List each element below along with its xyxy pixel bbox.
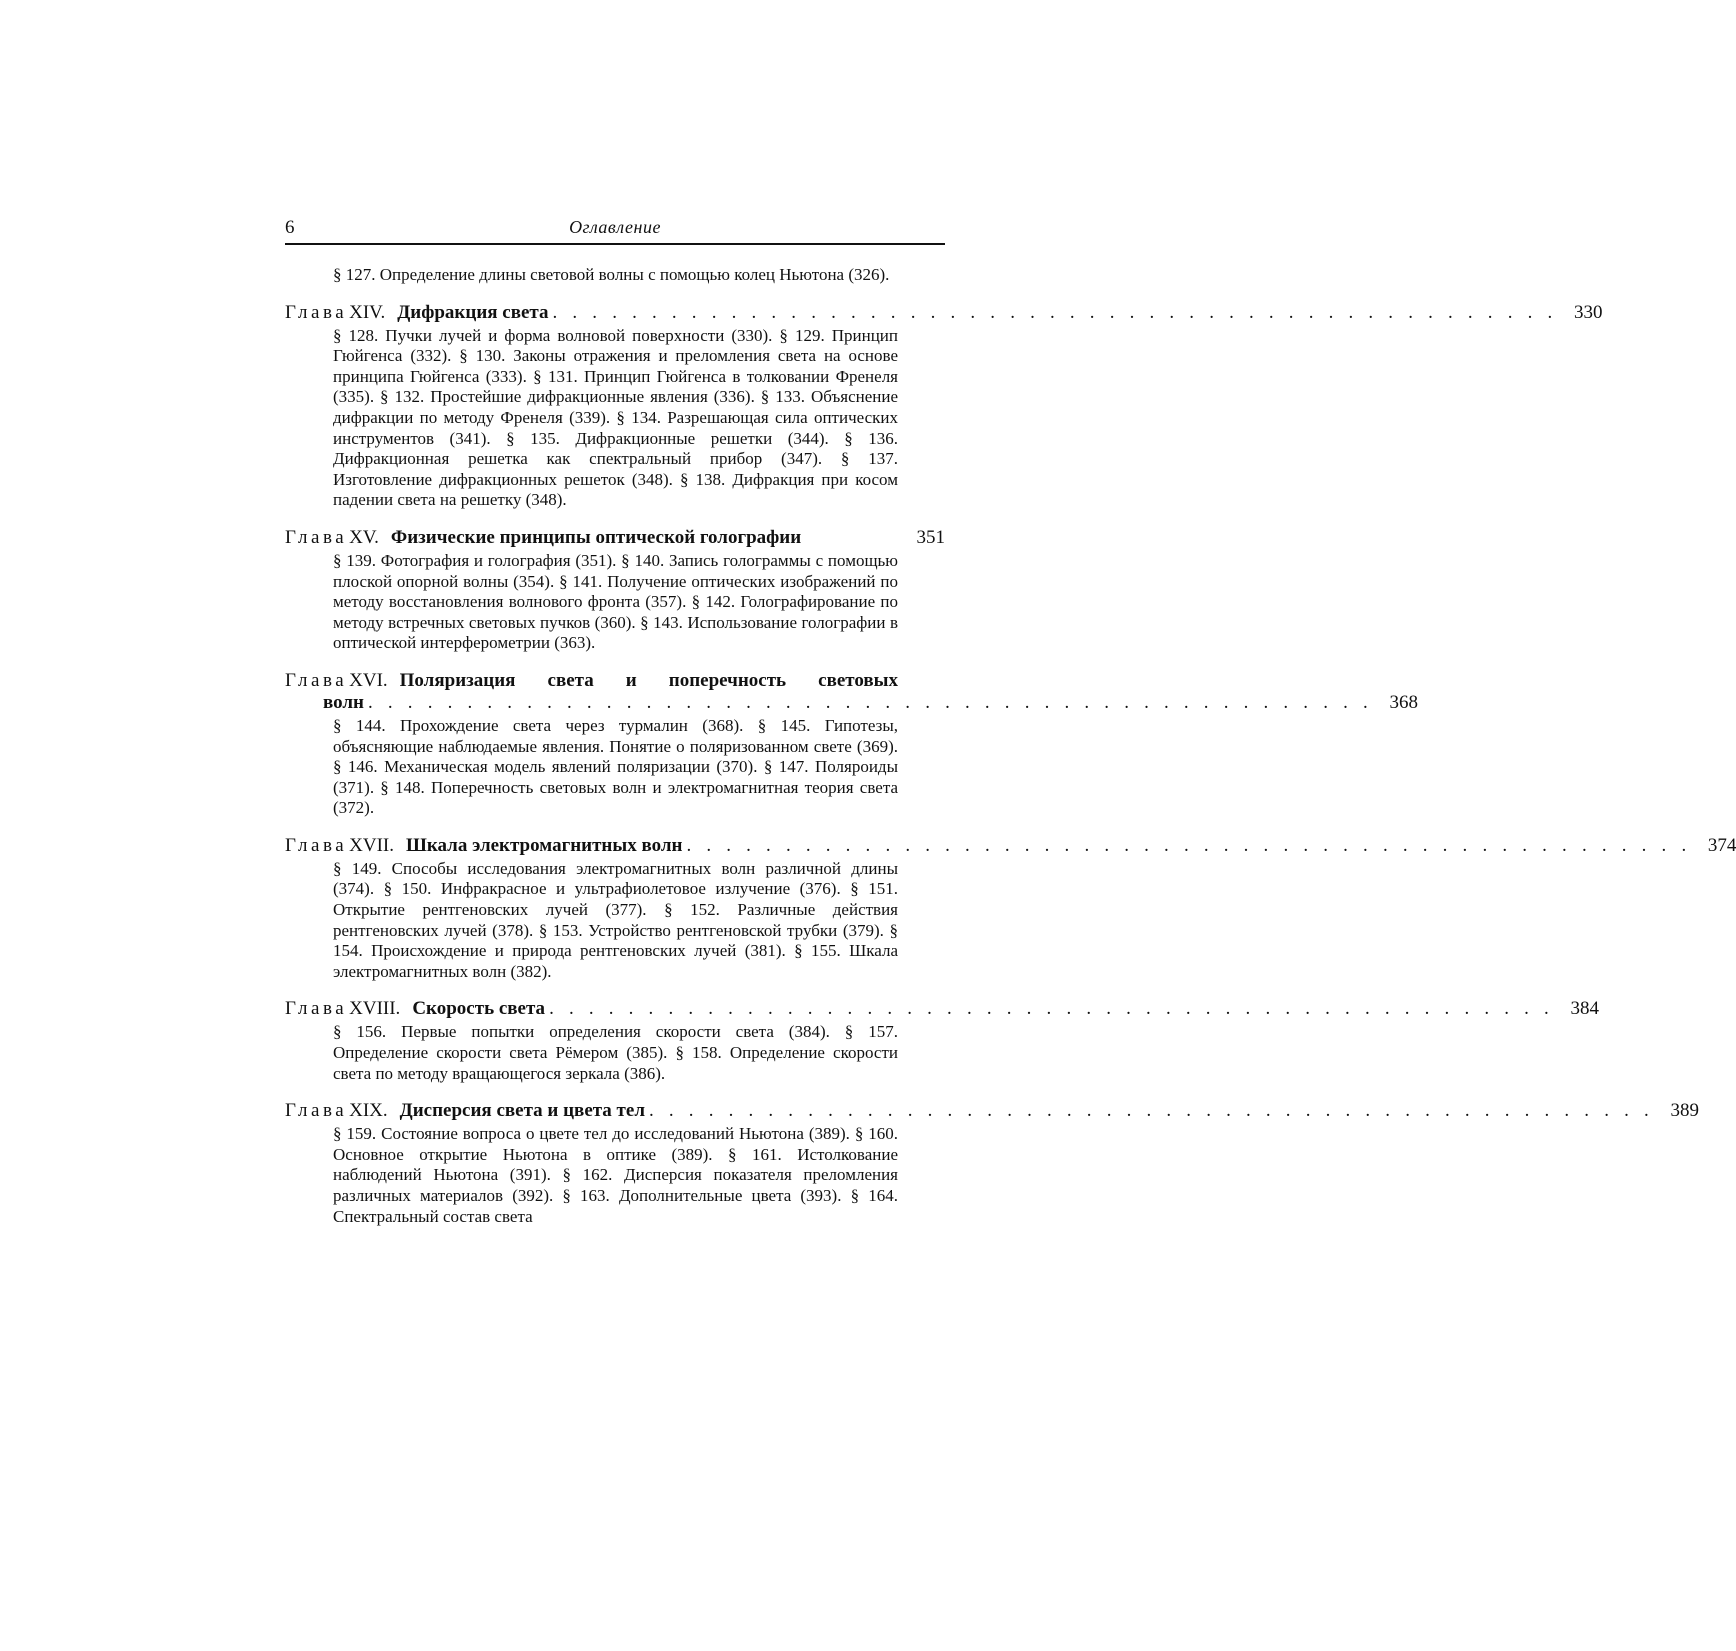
chapter-heading [285,1100,1699,1122]
chapter-label: Глава [285,834,348,856]
leader-dots: . . . . . . . . . . . . . . . . . . . . . . . . . . . . . . . . . . . . . . . . . . . . . . . . . . . [549,998,1555,1020]
chapter-page-number: 368 [1389,691,1418,713]
toc-chapter-xix [285,1100,1699,1227]
chapter-number: XVI. [349,669,388,691]
chapter-page-number: 374 [1707,834,1736,856]
chapter-page-number: 351 [916,526,945,548]
chapter-label: Глава [285,301,348,323]
toc-page [285,215,1736,1227]
leader-dots: . . . . . . . . . . . . . . . . . . . . . . . . . . . . . . . . . . . . . . . . . . . . . . . . . . . [368,691,1373,713]
chapter-sections: § 149. Способы исследования электромагнитных волн различной длины (374). § 150. Инфракрасное и ультрафиолетовое излучение (376). § 151. Открытие рентгеновских лучей (377). § 152. Различные действия рентгеновских лучей (378). § 153. Устройство рентгеновской трубки (379). § 154. Происхождение и природа рентгеновских лучей (381). § 155. Шкала электромагнитных волн (382). [333,858,898,981]
chapter-title: Поляризация света и поперечность световых [399,669,898,691]
chapter-title: Скорость света [412,998,546,1020]
toc-chapter-xviii [285,998,1600,1084]
leader-dots: . . . . . . . . . . . . . . . . . . . . . . . . . . . . . . . . . . . . . . . . . . . . . . . . . . . [649,1100,1654,1122]
chapter-sections: § 128. Пучки лучей и форма волновой поверхности (330). § 129. Принцип Гюйгенса (332). § 130. Законы отражения и преломления света на основе принципа Гюйгенса (333). § 131. Принцип Гюйгенса в толковании Френеля (335). § 132. Простейшие дифракционные явления (336). § 133. Объяснение дифракции по методу Френеля (339). § 134. Разрешающая сила оптических инструментов (341). § 135. Дифракционные решетки (344). § 136. Дифракционная решетка как спектральный прибор (347). § 137. Изготовление дифракционных решеток (348). § 138. Дифракция при косом падении света на решетку (348). [333,325,898,510]
chapter-page-number: 330 [1573,301,1603,323]
chapter-title: Дифракция света [397,301,549,323]
chapter-label: Глава [285,669,348,691]
chapter-number: XIV. [349,301,386,323]
page-number: 6 [285,217,295,238]
chapter-sections: § 159. Состояние вопроса о цвете тел до исследований Ньютона (389). § 160. Основное открытие Ньютона в оптике (389). § 161. Истолкование наблюдений Ньютона (391). § 162. Дисперсия показателя преломления различных материалов (392). § 163. Дополнительные цвета (393). § 164. Спектральный состав света [333,1124,898,1226]
page-header [285,215,945,245]
chapter-number: XV. [349,526,379,548]
chapter-sections: § 144. Прохождение света через турмалин (368). § 145. Гипотезы, объясняющие наблюдаемые явления. Понятие о поляризованном свете (369). § 146. Механическая модель явлений поляризации (370). § 147. Поляроиды (371). § 148. Поперечность световых волн и электромагнитная теория света (372). [333,715,898,818]
chapter-sections: § 139. Фотография и голография (351). § 140. Запись голограммы с помощью плоской опорной волны (354). § 141. Получение оптических изображений по методу восстановления волнового фронта (357). § 142. Голографирование по методу встречных световых пучков (360). § 143. Использование голографии в оптической интерферометрии (363). [333,550,898,653]
leader-dots: . . . . . . . . . . . . . . . . . . . . . . . . . . . . . . . . . . . . . . . . . . . . . . . . . . . [552,301,1558,323]
chapter-heading [285,670,945,692]
leader-dots: . . . . . . . . . . . . . . . . . . . . . . . . . . . . . . . . . . . . . . . . . . . . . . . . . . . [686,834,1692,856]
chapter-number: XIX. [349,1100,388,1122]
running-title: Оглавление [569,217,661,237]
chapter-label: Глава [285,1100,348,1122]
chapter-title-continued: волн [323,691,364,713]
chapter-heading-continued [285,691,1418,714]
chapter-title: Шкала электромагнитных волн [405,834,683,856]
chapter-label: Глава [285,998,348,1020]
chapter-page-number: 384 [1570,998,1600,1020]
chapter-number: XVIII. [349,998,401,1020]
chapter-heading [285,834,1736,857]
chapter-title: Физические принципы оптической голографии [390,526,802,548]
toc-chapter-xvii [285,834,1736,983]
chapter-title: Дисперсия света и цвета тел [399,1100,645,1122]
toc-chapter-xiv [285,301,1603,511]
toc-chapter-xv [285,527,945,654]
chapter-sections: § 156. Первые попытки определения скорости света (384). § 157. Определение скорости света Рёмером (385). § 158. Определение скорости света по методу вращающегося зеркала (386). [333,1022,898,1083]
toc-chapter-xvi [285,669,1418,819]
chapter-heading [285,301,1603,324]
chapter-number: XVII. [349,834,394,856]
chapter-heading [285,527,945,549]
continued-section-text: § 127. Определение длины световой волны с помощью колец Ньютона (326). [333,265,890,284]
chapter-heading [285,998,1600,1020]
chapter-page-number: 389 [1670,1100,1699,1122]
chapter-label: Глава [285,526,348,548]
